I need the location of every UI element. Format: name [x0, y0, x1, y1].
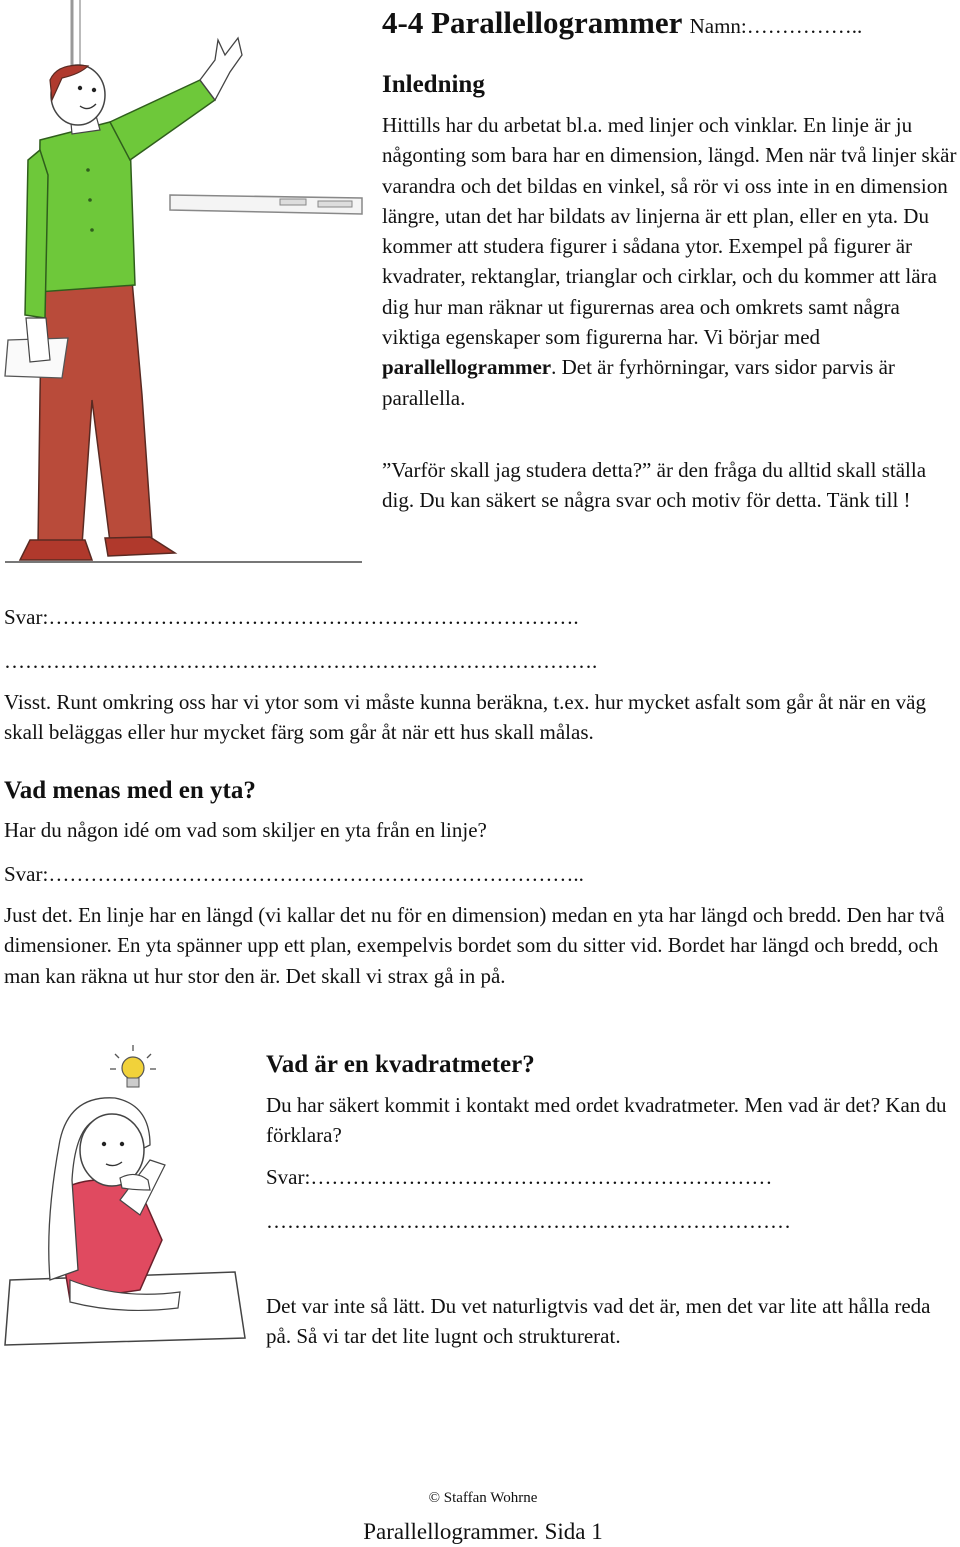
yta-paragraph: Just det. En linje har en längd (vi kallar det nu för en dimension) medan en yta har längd och bredd. Den har två dimensioner. En yta spänner upp ett plan, exempelvis bordet som du sitter vid. Bordet har längd och bredd, och man kan räkna ut hur stor den är. Det skall vi strax gå in på. — [4, 903, 945, 988]
motivation-question: ”Varför skall jag studera detta?” är den fråga du alltid skall ställa dig. Du kan säkert se några svar och motiv för detta. Tänk till ! — [382, 458, 927, 513]
kvadratmeter-answer-line-1[interactable]: Svar:………………………………………………………… — [266, 1165, 773, 1189]
thinking-girl-illustration — [0, 1040, 250, 1370]
section-heading-yta: Vad menas med en yta? — [4, 777, 256, 804]
section-heading-kvadratmeter: Vad är en kvadratmeter? — [266, 1051, 535, 1078]
kvadratmeter-question: Du har säkert kommit i kontakt med ordet kvadratmeter. Men vad är det? Kan du förklara? — [266, 1093, 947, 1148]
answer-line-1[interactable]: Svar:…………………………………………………………………. — [4, 605, 579, 629]
name-field[interactable]: Namn:…………….. — [689, 14, 863, 38]
page-footer-label: Parallellogrammer. Sida 1 — [363, 1519, 603, 1544]
kvadratmeter-answer-line-2[interactable]: ………………………………………………………………… — [266, 1209, 791, 1233]
teacher-illustration — [0, 0, 370, 570]
intro-text-end: . Det är fyrhörningar, vars sidor parvis är parallella. — [382, 355, 895, 410]
yta-question: Har du någon idé om vad som skiljer en yta från en linje? — [4, 818, 487, 842]
title-text: 4-4 Parallellogrammer — [382, 5, 682, 40]
section-heading-inledning: Inledning — [382, 71, 485, 98]
visst-paragraph: Visst. Runt omkring oss har vi ytor som vi måste kunna beräkna, t.ex. hur mycket asfalt som går åt när en väg skall beläggas eller hur mycket färg som går åt när ett hus skall målas. — [4, 690, 926, 745]
answer-line-2[interactable]: …………………………………………………………………………. — [4, 649, 598, 673]
copyright-notice: © Staffan Wohrne — [428, 1490, 538, 1506]
yta-answer-line[interactable]: Svar:………………………………………………………………….. — [4, 862, 584, 886]
light-bulb-icon — [110, 1045, 156, 1087]
intro-bold-word: parallellogrammer — [382, 355, 552, 380]
intro-paragraph — [382, 110, 960, 413]
intro-text: Hittills har du arbetat bl.a. med linjer och vinklar. En linje är ju någonting som bara har en dimension, längd. Men när två linjer skär varandra och det bildas en vinkel, så rör vi oss inte in en dimension längre, utan det har bildats av linjerna är ett plan, eller en yta. Du kommer att studera figurer i sådana ytor. Exempel på figurer är kvadrater, rektanglar, trianglar och cirklar, och du kommer att lära dig hur man räknar ut figurernas area och omkrets samt några viktiga egenskaper som figurerna har. Vi börjar med — [382, 113, 957, 350]
kvadratmeter-paragraph: Det var inte så lätt. Du vet naturligtvis vad det är, men det var lite att hålla reda på. Så vi tar det lite lugnt och strukturerat. — [266, 1294, 931, 1349]
page-title — [382, 3, 862, 46]
